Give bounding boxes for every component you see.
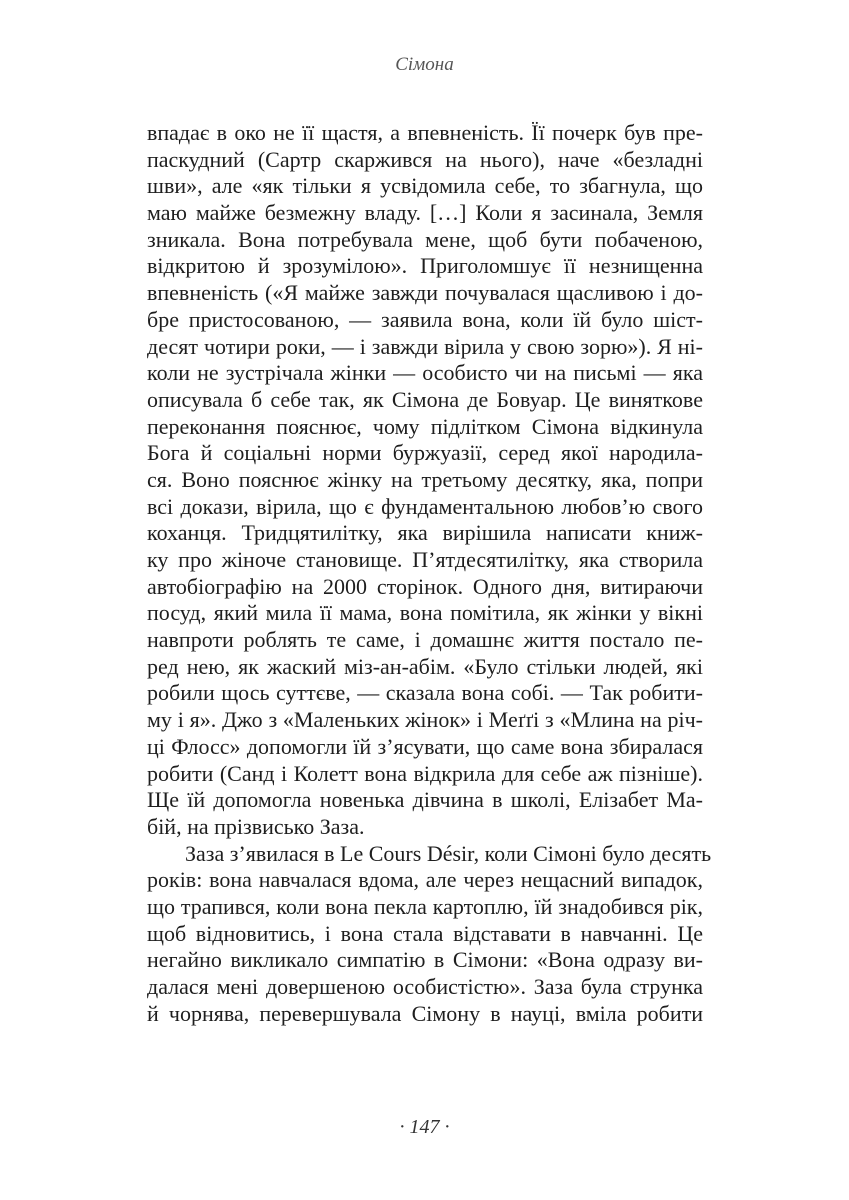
text-line: маю майже безмежну владу. […] Коли я засинала, Земля [147, 200, 703, 226]
text-line: негайно викликало симпатію в Сімони: «Вона одразу ви- [147, 947, 703, 973]
text-line: ку про жіноче становище. П’ятдесятилітку, яка створила [147, 547, 703, 572]
body-text [147, 120, 712, 1027]
text-line: що трапився, коли вона пекла картоплю, їй знадобився рік, [147, 893, 703, 919]
text-line: впевненість («Я майже завжди почувалася щасливою і до- [147, 280, 703, 306]
text-line: десят чотири роки, — і завжди вірила у свою зорю»). Я ні- [147, 333, 703, 359]
text-line: навпроти роблять те саме, і домашнє життя постало пе- [147, 627, 703, 653]
text-line: впадає в око не її щастя, а впевненість. Її почерк був пре- [147, 120, 703, 145]
text-line: шви», але «як тільки я усвідомила себе, то збагнула, що [147, 173, 703, 199]
text-line: робили щось суттєве, — сказала вона собі. — Так робити- [147, 680, 703, 706]
text-line: років: вона навчалася вдома, але через нещасний випадок, [147, 867, 703, 893]
text-line: коли не зустрічала жінки — особисто чи на письмі — яка [147, 360, 703, 386]
text-line: паскудний (Сартр скаржився на нього), наче «безладні [147, 146, 703, 172]
text-line: му і я». Джо з «Маленьких жінок» і Меґґі з «Млина на річ- [147, 707, 703, 733]
text-line: ці Флосс» допомогли їй з’ясувати, що саме вона збиралася [147, 733, 703, 759]
text-line: Ще їй допомогла новенька дівчина в школі, Елізабет Ма- [147, 787, 703, 813]
running-header: Сімона [395, 54, 454, 75]
text-line: описувала б себе так, як Сімона де Бовуар. Це винятковe [147, 386, 703, 412]
text-line: щоб відновитись, і вона стала відставати в навчанні. Це [147, 920, 703, 946]
text-line: робити (Санд і Колетт вона відкрила для себе аж пізніше). [147, 760, 703, 786]
text-line: ся. Воно пояснює жінку на третьому десятку, яка, попри [147, 466, 703, 492]
text-line: відкритою й зрозумілою». Приголомшує її незнищенна [147, 253, 703, 279]
text-line: Заза з’явилася в Le Cours Désir, коли Сімоні було десять [185, 840, 712, 866]
text-line: посуд, який мила її мама, вона помітила, як жінки у вікні [147, 600, 703, 626]
text-line: бре пристосованою, — заявила вона, коли їй було шіст- [147, 306, 703, 332]
text-line: зникала. Вона потребувала мене, щоб бути побаченою, [147, 226, 703, 252]
text-line: й чорнява, перевершувала Сімону в науці, вміла робити [147, 1000, 703, 1026]
paragraph-2 [147, 840, 712, 1028]
text-line: Бога й соціальні норми буржуазії, серед якої народила- [147, 440, 703, 466]
text-line: автобіографію на 2000 сторінок. Одного дня, витираючи [147, 573, 703, 599]
paragraph-1 [147, 120, 703, 841]
text-line: всі докази, вірила, що є фундаментальною любов’ю свого [147, 493, 703, 519]
text-line: коханця. Тридцятилітку, яка вирішила написати книж- [147, 520, 703, 546]
text-line: ред нею, як жаский міз-ан-абім. «Було стільки людей, які [147, 653, 703, 679]
text-line: далася мені довершеною особистістю». Заза була струнка [147, 974, 703, 999]
page-number: · 147 · [399, 1116, 450, 1138]
text-line: переконання пояснює, чому підлітком Сімона відкинула [147, 413, 703, 439]
text-line: бій, на прізвисько Заза. [147, 813, 365, 839]
